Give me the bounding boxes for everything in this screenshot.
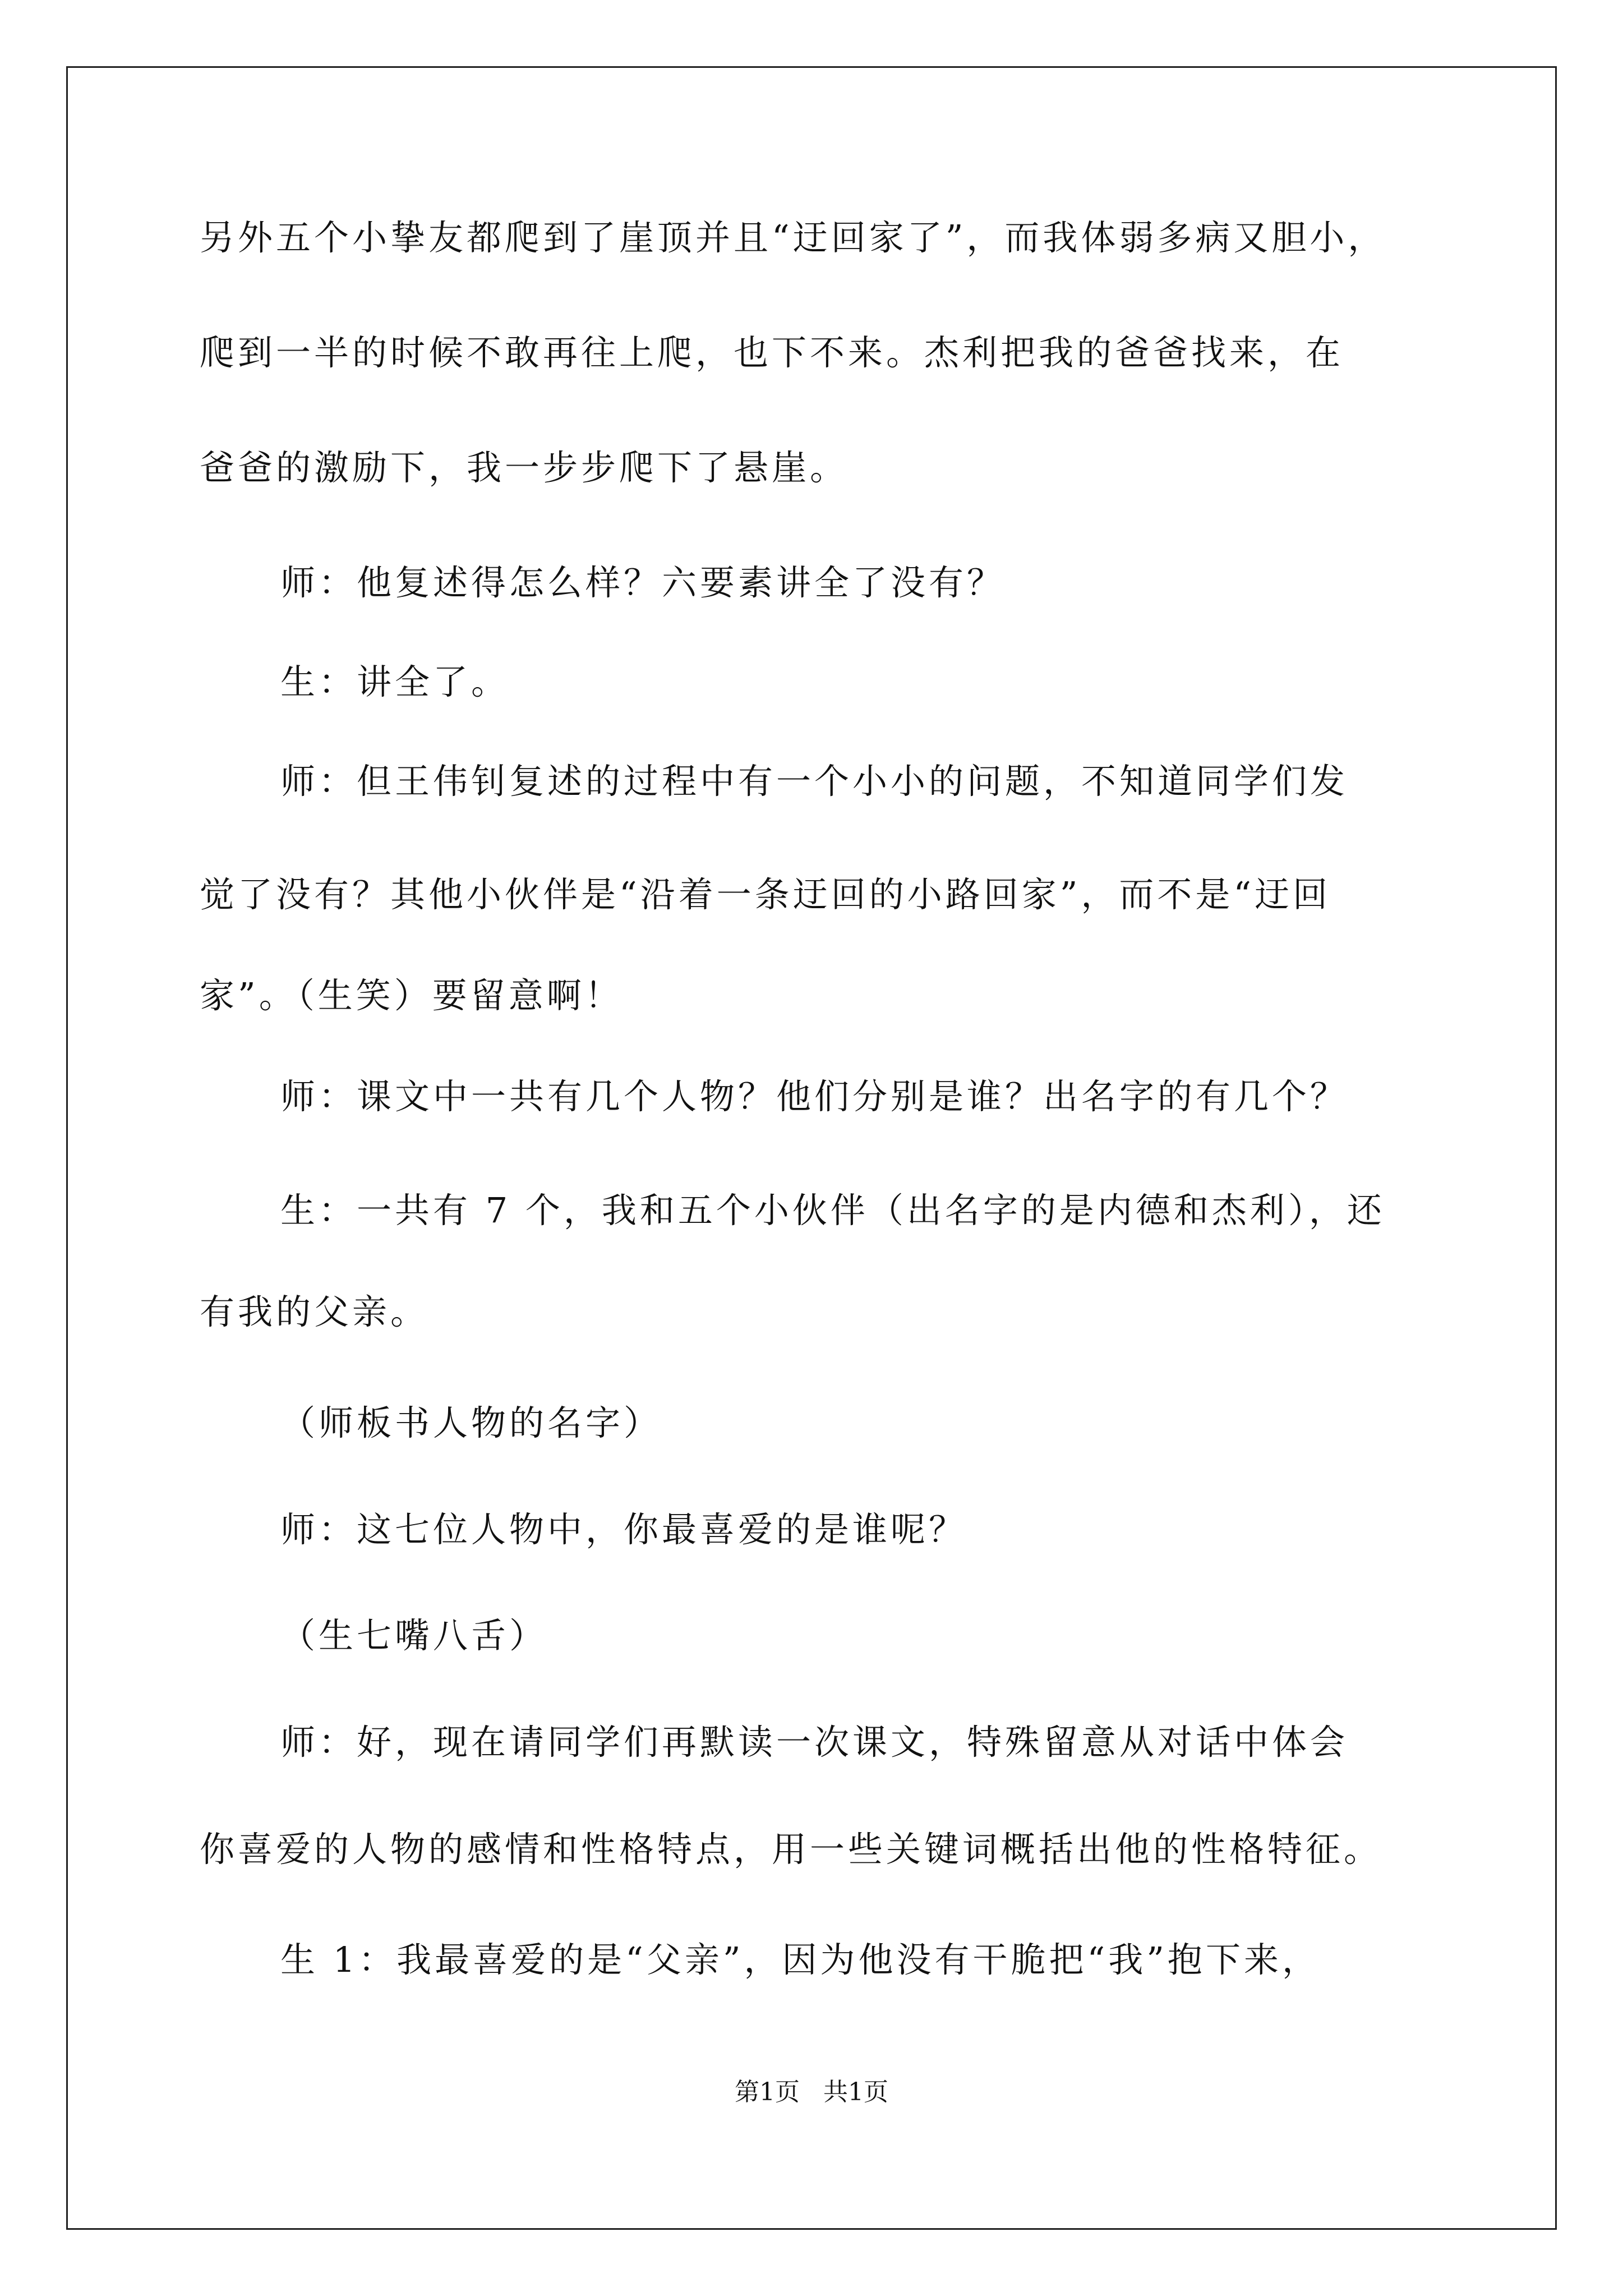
text-line: 另外五个小挚友都爬到了崖顶并且“迂回家了”，而我体弱多病又胆小， xyxy=(200,217,1386,258)
text-line: 师：课文中一共有几个人物？他们分别是谁？出名字的有几个？ xyxy=(280,1076,1349,1117)
text-line: （师板书人物的名字） xyxy=(280,1402,662,1443)
page-number-footer: 第1页 共1页 xyxy=(735,2078,888,2106)
text-line: 爸爸的激励下，我一步步爬下了悬崖。 xyxy=(200,447,849,488)
text-line: 觉了没有？其他小伙伴是“沿着一条迂回的小路回家”，而不是“迂回 xyxy=(200,874,1331,915)
text-line: 有我的父亲。 xyxy=(200,1291,429,1332)
text-line: 爬到一半的时候不敢再往上爬，也下不来。杰利把我的爸爸找来，在 xyxy=(200,332,1344,373)
text-line: 家”。（生笑）要留意啊！ xyxy=(200,975,623,1016)
text-line: 你喜爱的人物的感情和性格特点，用一些关键词概括出他的性格特征。 xyxy=(200,1829,1382,1870)
text-line: 生：一共有 7 个，我和五个小伙伴（出名字的是内德和杰利），还 xyxy=(280,1190,1385,1231)
text-line: 生 1：我最喜爱的是“父亲”，因为他没有干脆把“我”抱下来， xyxy=(280,1939,1320,1980)
text-line: 师：但王伟钊复述的过程中有一个小小的问题，不知道同学们发 xyxy=(280,761,1349,802)
text-line: 师：他复述得怎么样？六要素讲全了没有？ xyxy=(280,562,1006,603)
text-line: 师：好，现在请同学们再默读一次课文，特殊留意从对话中体会 xyxy=(280,1722,1349,1763)
page-border xyxy=(66,66,1557,2230)
text-line: 师：这七位人物中，你最喜爱的是谁呢？ xyxy=(280,1509,967,1550)
text-line: （生七嘴八舌） xyxy=(280,1615,548,1656)
text-line: 生：讲全了。 xyxy=(280,661,510,702)
